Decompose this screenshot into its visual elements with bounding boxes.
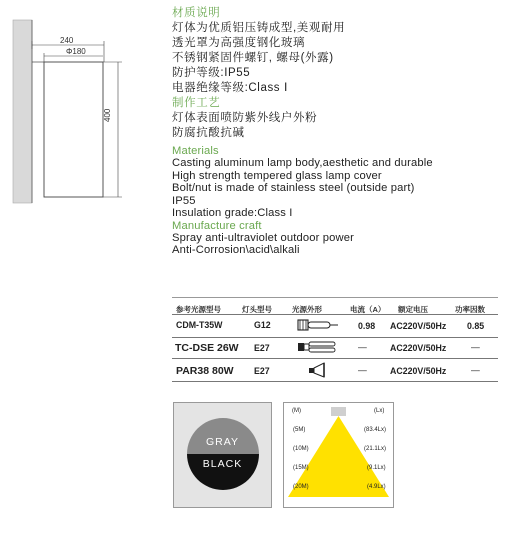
lux-value: (9.1Lx) <box>367 465 386 471</box>
table-header-base: 灯头型号 <box>242 305 272 314</box>
gray-label: GRAY <box>206 436 239 448</box>
dim-width-label: 240 <box>60 36 74 45</box>
voltage-cell: AC220V/50Hz <box>390 366 447 376</box>
table-divider <box>172 297 498 298</box>
en-craft-line: Spray anti-ultraviolet outdoor power <box>172 232 355 245</box>
compact-fluorescent-icon <box>296 340 340 354</box>
base-cell: E27 <box>254 366 270 376</box>
cn-craft-line: 防腐抗酸抗碱 <box>172 127 245 139</box>
distance-label: (10M) <box>293 446 309 452</box>
technical-drawing <box>0 0 165 215</box>
voltage-cell: AC220V/50Hz <box>390 343 447 353</box>
cn-material-line: 防护等级:IP55 <box>172 67 251 79</box>
en-materials-title: Materials <box>172 145 219 157</box>
model-cell: TC-DSE 26W <box>175 342 239 354</box>
table-header-model: 参考光源型号 <box>176 305 221 314</box>
lux-value: (21.1Lx) <box>364 446 387 452</box>
cn-materials-title: 材质说明 <box>172 7 221 19</box>
en-craft-title: Manufacture craft <box>172 219 262 232</box>
en-craft-line: Anti-Corrosion\acid\alkali <box>172 244 300 257</box>
wall-mount <box>13 20 32 203</box>
current-cell: 0.98 <box>358 321 376 331</box>
cn-material-line: 灯体为优质铝压铸成型,美观耐用 <box>172 22 346 34</box>
cn-material-line: 透光罩为高强度钢化玻璃 <box>172 37 306 49</box>
distance-label: (5M) <box>293 427 306 433</box>
cn-craft-title: 制作工艺 <box>172 97 221 109</box>
distance-header: (M) <box>292 408 301 414</box>
en-material-line: Insulation grade:Class I <box>172 207 293 220</box>
lux-value: (83.4Lx) <box>364 427 387 433</box>
cn-material-line: 电器绝缘等级:Class Ⅰ <box>172 82 288 94</box>
lux-distribution-chart <box>283 402 394 508</box>
table-divider <box>172 358 498 359</box>
en-material-line: Bolt/nut is made of stainless steel (outside part) <box>172 181 415 194</box>
en-material-line: High strength tempered glass lamp cover <box>172 169 382 182</box>
cn-material-line: 不锈钢紧固件螺钉, 螺母(外露) <box>172 52 334 64</box>
base-cell: E27 <box>254 343 270 353</box>
pf-cell: — <box>471 342 480 352</box>
lux-value: (4.9Lx) <box>367 484 386 490</box>
model-cell: PAR38 80W <box>176 365 234 377</box>
table-header-current: 电流（A） <box>350 305 386 314</box>
table-divider <box>172 314 498 315</box>
pf-cell: — <box>471 365 480 375</box>
black-label: BLACK <box>202 458 243 470</box>
voltage-cell: AC220V/50Hz <box>390 321 447 331</box>
current-cell: — <box>358 365 367 375</box>
distance-label: (15M) <box>293 465 309 471</box>
description <box>172 6 512 257</box>
finish-swatch <box>173 402 272 508</box>
par-reflector-lamp-icon <box>308 362 332 378</box>
lamp-marker <box>331 407 346 416</box>
current-cell: — <box>358 342 367 352</box>
table-header-shape: 光源外形 <box>292 305 322 314</box>
table-divider <box>172 337 498 338</box>
table-header-pf: 功率因数 <box>455 305 485 314</box>
dim-height-label: 400 <box>103 108 112 122</box>
cn-craft-line: 灯体表面喷防紫外线户外粉 <box>172 112 318 124</box>
lamp-body <box>44 62 103 197</box>
pf-cell: 0.85 <box>467 321 485 331</box>
model-cell: CDM-T35W <box>176 320 223 330</box>
cdm-lamp-icon <box>296 317 340 333</box>
distance-label: (20M) <box>293 484 309 490</box>
lux-header: (Lx) <box>374 408 385 414</box>
en-material-line: Casting aluminum lamp body,aesthetic and durable <box>172 157 433 170</box>
finish-circle <box>186 417 260 491</box>
table-divider <box>172 381 498 382</box>
dim-diameter-label: Φ180 <box>66 47 86 56</box>
table-header-voltage: 额定电压 <box>398 305 428 314</box>
en-material-line: IP55 <box>172 195 196 208</box>
base-cell: G12 <box>254 320 271 330</box>
